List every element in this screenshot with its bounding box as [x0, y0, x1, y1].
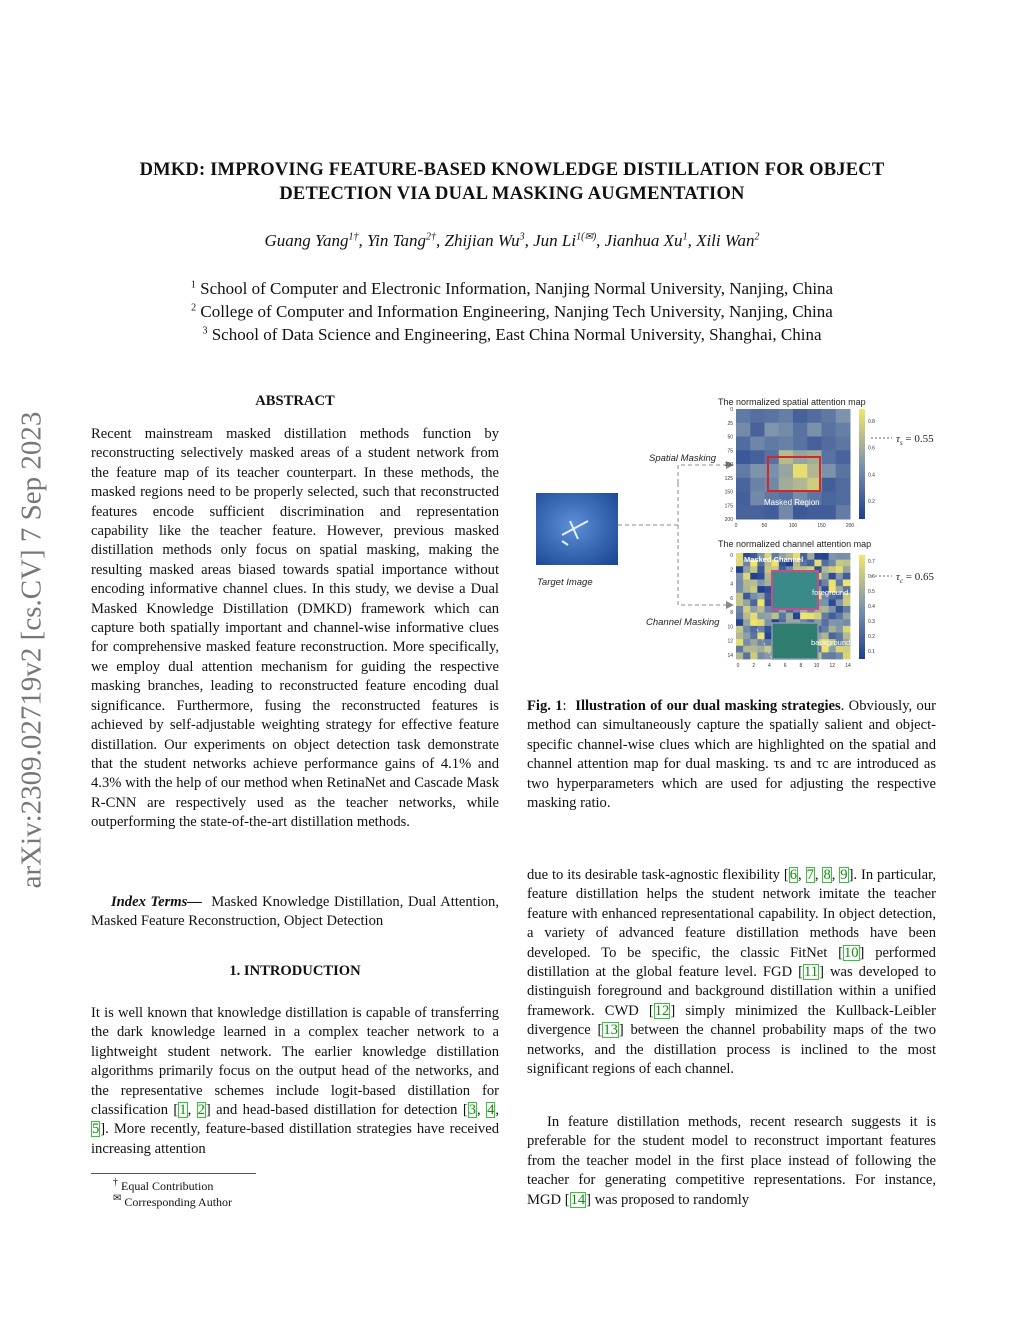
spatial-cell — [836, 409, 851, 423]
channel-cell — [736, 646, 744, 653]
right-paragraph-1: due to its desirable task-agnostic flexibility [6, 7, 8, 9]. In particular, feature distillation helps the student network imitate the teacher feature with enhanced representational capability. In object detection, a variety of advanced feature distillation methods have been developed. To be specific, the classic FitNet [10] performed distillation at the global feature level. FGD [11] was developed to distinguish foreground and background distillation within a unified framework. CWD [12] simply minimized the Kullback-Leibler divergence [13] between the channel probability maps of the two networks, and the distillation process is inclined to the most significant regions of each channel. — [527, 867, 937, 1078]
channel-cell — [743, 566, 751, 573]
tick-label: 0 — [736, 663, 740, 669]
spatial-cell — [793, 423, 808, 437]
spatial-cell — [750, 505, 765, 519]
channel-cell — [836, 566, 844, 573]
channel-cell — [750, 639, 758, 646]
tick-label: 12 — [727, 638, 733, 645]
channel-cell — [829, 566, 837, 573]
spatial-cell — [736, 478, 751, 492]
channel-cell — [843, 599, 851, 606]
spatial-cell — [765, 505, 780, 519]
channel-cell — [736, 613, 744, 620]
channel-cell — [822, 573, 830, 580]
channel-cell — [736, 586, 744, 593]
channel-cell — [829, 619, 837, 626]
spatial-cell — [765, 409, 780, 423]
spatial-cell — [793, 437, 808, 451]
spatial-map-title: The normalized spatial attention map — [718, 397, 866, 407]
channel-cell — [786, 613, 794, 620]
channel-cell — [750, 652, 758, 659]
author-6: Xili Wan$^2$ — [696, 231, 760, 250]
spatial-cell — [736, 464, 751, 478]
channel-cell — [757, 646, 765, 653]
channel-cell — [757, 613, 765, 620]
channel-cell — [836, 613, 844, 620]
citation-link[interactable]: 12 — [654, 1002, 670, 1019]
tick-label: 0.1 — [868, 649, 875, 655]
tick-label: 2 — [752, 663, 756, 669]
channel-cell — [736, 580, 744, 587]
channel-cell — [822, 560, 830, 567]
channel-cell — [757, 586, 765, 593]
citation-link[interactable]: 2 — [197, 1102, 205, 1119]
spatial-x-ticks — [735, 523, 855, 529]
spatial-cell — [736, 437, 751, 451]
channel-cell — [765, 606, 773, 613]
channel-cell — [757, 652, 765, 659]
citation-link[interactable]: 10 — [843, 944, 859, 961]
channel-cell — [750, 633, 758, 640]
spatial-cell — [836, 450, 851, 464]
spatial-cell — [836, 492, 851, 506]
channel-cell — [743, 619, 751, 626]
channel-cell — [843, 606, 851, 613]
spatial-cell — [750, 450, 765, 464]
channel-cell — [743, 599, 751, 606]
channel-cell — [829, 599, 837, 606]
spatial-cell — [765, 464, 780, 478]
channel-cell — [822, 553, 830, 560]
spatial-cell — [822, 478, 837, 492]
spatial-cell — [750, 478, 765, 492]
channel-cell — [757, 599, 765, 606]
author-2: Yin Tang$^{2\dagger}$ — [366, 231, 437, 250]
channel-cell — [822, 619, 830, 626]
tick-label: 0.2 — [868, 634, 875, 640]
channel-cell — [765, 639, 773, 646]
tick-label: 8 — [730, 610, 733, 617]
channel-cell — [814, 613, 822, 620]
spatial-cell — [779, 423, 794, 437]
channel-cell — [765, 613, 773, 620]
right-paragraph-2: In feature distillation methods, recent research suggests it is preferable for the student model to reconstruct important features from the teacher model in the first place instead of following the teacher for generating competitive representations. For instance, MGD [14] was proposed to randomly — [527, 1114, 936, 1208]
channel-cell — [750, 573, 758, 580]
tick-label: 0 — [734, 523, 738, 529]
spatial-cell — [736, 492, 751, 506]
channel-cell — [743, 633, 751, 640]
tick-label: 6 — [730, 595, 733, 602]
spatial-cell — [793, 464, 808, 478]
spatial-cell — [765, 437, 780, 451]
channel-cell — [843, 652, 851, 659]
citation-link[interactable]: 14 — [570, 1191, 586, 1208]
tick-label: 2 — [730, 567, 733, 574]
author-1: Guang Yang$^{1\dagger}$ — [264, 231, 359, 250]
masked-channel-label: Masked Channel — [744, 555, 804, 564]
author-3: Zhijian Wu$^3$ — [444, 231, 525, 250]
tick-label: 6 — [783, 663, 787, 669]
channel-cell — [736, 599, 744, 606]
channel-cell — [757, 633, 765, 640]
intro-paragraph-1: It is well known that knowledge distillation is capable of transferring the dark knowledge learned in a complex teacher network to a lightweight student network. The earlier knowledge distillation algorithms primarily focus on the output head of the networks, and the representative schemes include logit-based distillation for classification [1, 2] and head-based distillation for detection [3, 4, 5]. More recently, feature-based distillation strategies have received increasing attention — [91, 1005, 500, 1157]
spatial-cell — [836, 437, 851, 451]
channel-cell — [757, 593, 765, 600]
channel-cell — [765, 599, 773, 606]
target-image-label: Target Image — [537, 577, 593, 588]
channel-cell — [757, 573, 765, 580]
arxiv-stamp: arXiv:2309.02719v2 [cs.CV] 7 Sep 2023 — [15, 411, 48, 889]
channel-cell — [765, 580, 773, 587]
spatial-cell — [807, 409, 822, 423]
channel-cell — [765, 573, 773, 580]
target-image-sky — [536, 493, 618, 565]
spatial-cell — [807, 505, 822, 519]
citation-link[interactable]: 4 — [487, 1102, 495, 1119]
channel-cell — [757, 626, 765, 633]
spatial-masking-label: Spatial Masking — [649, 453, 717, 464]
channel-cell — [743, 580, 751, 587]
channel-cell — [822, 626, 830, 633]
channel-cell — [750, 619, 758, 626]
footnote-rule — [91, 1173, 256, 1174]
paper-title — [80, 158, 944, 206]
channel-cell — [736, 619, 744, 626]
tick-label: 175 — [724, 503, 733, 510]
abstract-text: Recent mainstream masked distillation methods function by reconstructing selectively masked areas of a student network from the feature map of its teacher counterpart. In these methods, the masked regions need to be properly selected, such that reconstructed features encode sufficient discrimination and representation capability like the teacher feature. However, previous masked distillation methods only focus on spatial masking, making the resulting masked areas biased towards spatial importance without encoding informative channel clues. In this study, we devise a Dual Masked Knowledge Distillation (DMKD) framework which can capture both spatially important and channel-wise informative clues for comprehensive masked feature reconstruction. More specifically, we employ dual attention mechanism for guiding the respective masking branches, leading to reconstructed feature encoding dual significance. Furthermore, fusing the reconstructed features is achieved by self-adjustable weighting strategy for effective feature distillation. Our experiments on object detection task demonstrate that the student networks achieve performance gains of 4.1% and 4.3% with the help of our method when RetinaNet and Cascade Mask R-CNN are respectively used as the teacher networks, while outperforming the state-of-the-art distillation methods. — [91, 426, 499, 831]
spatial-y-ticks — [725, 407, 734, 523]
tick-label: 50 — [727, 434, 733, 441]
arrow-head-channel — [726, 601, 734, 609]
channel-cell — [772, 613, 780, 620]
channel-cell — [736, 553, 744, 560]
channel-cell — [829, 580, 837, 587]
citation-link[interactable]: 13 — [603, 1022, 618, 1039]
channel-cell — [743, 593, 751, 600]
channel-cell — [757, 619, 765, 626]
tau-c-label: $\tau_c = 0.65$ — [896, 571, 935, 585]
tick-label: 12 — [829, 663, 836, 669]
citation-link[interactable]: 7 — [806, 867, 814, 883]
tick-label: 100 — [788, 523, 798, 529]
channel-x-ticks — [737, 663, 851, 669]
channel-cell — [743, 573, 751, 580]
tick-label: 0.6 — [868, 445, 875, 452]
channel-cell — [750, 593, 758, 600]
tick-label: 150 — [817, 523, 826, 529]
spatial-cell — [736, 423, 751, 437]
channel-cell — [736, 633, 744, 640]
spatial-cell — [750, 409, 765, 423]
spatial-cell — [822, 505, 837, 519]
spatial-cell — [736, 450, 751, 464]
channel-cell — [843, 553, 851, 560]
channel-cell — [822, 599, 830, 606]
tick-label: 200 — [845, 523, 855, 529]
tick-label: 200 — [724, 517, 733, 523]
citation-link[interactable]: 9 — [840, 867, 848, 883]
spatial-cell — [765, 423, 780, 437]
spatial-cell — [779, 505, 794, 519]
channel-cell — [836, 580, 844, 587]
channel-cell — [736, 639, 744, 646]
intro-heading: 1. INTRODUCTION — [229, 963, 361, 979]
spatial-cell — [750, 464, 765, 478]
channel-cell — [843, 573, 851, 580]
spatial-colorbar-ticks — [868, 419, 875, 505]
channel-cell — [829, 626, 837, 633]
spatial-cell — [822, 492, 837, 506]
tick-label: 0.4 — [868, 472, 875, 479]
channel-cell — [743, 613, 751, 620]
citation-link[interactable]: 6 — [789, 867, 798, 883]
title-line-2: DETECTION VIA DUAL MASKING AUGMENTATION — [279, 184, 745, 204]
spatial-cell — [736, 409, 751, 423]
tick-label: 150 — [724, 489, 733, 496]
channel-cell — [807, 560, 815, 567]
figure-1 — [526, 395, 956, 675]
spatial-cell — [822, 409, 837, 423]
tick-label: 0.5 — [868, 589, 875, 595]
spatial-cell — [779, 464, 794, 478]
tick-label: 14 — [727, 653, 733, 659]
channel-cell — [800, 613, 808, 620]
channel-cell — [750, 580, 758, 587]
channel-cell — [836, 573, 844, 580]
channel-cell — [829, 613, 837, 620]
spatial-cell — [836, 464, 851, 478]
channel-cell — [843, 626, 851, 633]
channel-cell — [765, 593, 773, 600]
spatial-cell — [822, 464, 837, 478]
tick-label: 100 — [724, 462, 733, 468]
title-line-1: DMKD: IMPROVING FEATURE-BASED KNOWLEDGE DISTILLATION FOR OBJECT — [139, 160, 885, 180]
tick-label: 0.2 — [868, 499, 875, 505]
spatial-cell — [807, 423, 822, 437]
tick-label: 0.6 — [868, 574, 875, 580]
channel-cell — [765, 566, 773, 573]
channel-cell — [843, 613, 851, 620]
spatial-cell — [836, 478, 851, 492]
channel-cell — [822, 580, 830, 587]
channel-cell — [779, 613, 787, 620]
channel-colorbar-ticks — [868, 559, 875, 655]
foreground-label: foreground — [812, 588, 849, 597]
channel-cell — [765, 619, 773, 626]
channel-cell — [829, 606, 837, 613]
channel-cell — [822, 566, 830, 573]
channel-colorbar — [859, 555, 865, 659]
background-label: background — [811, 638, 851, 647]
affiliation-1: $^1$ School of Computer and Electronic Information, Nanjing Normal University, Nanjing, China — [190, 279, 834, 298]
figure-1-graphic — [526, 395, 956, 675]
channel-cell — [736, 573, 744, 580]
channel-cell — [743, 639, 751, 646]
channel-cell — [736, 593, 744, 600]
channel-cell — [807, 553, 815, 560]
citation-link[interactable]: 1 — [179, 1102, 187, 1119]
channel-cell — [765, 633, 773, 640]
spatial-cell — [750, 437, 765, 451]
channel-cell — [814, 560, 822, 567]
spatial-cell — [836, 505, 851, 519]
spatial-cell — [779, 409, 794, 423]
channel-cell — [836, 553, 844, 560]
channel-cell — [822, 652, 830, 659]
channel-cell — [843, 580, 851, 587]
tick-label: 125 — [724, 475, 733, 482]
author-5: Jianhua Xu$^1$ — [604, 231, 688, 250]
channel-cell — [814, 553, 822, 560]
channel-cell — [836, 606, 844, 613]
channel-cell — [829, 652, 837, 659]
channel-cell — [750, 646, 758, 653]
channel-cell — [743, 606, 751, 613]
channel-cell — [836, 560, 844, 567]
channel-cell — [836, 652, 844, 659]
abstract-heading: ABSTRACT — [255, 393, 335, 409]
channel-cell — [765, 586, 773, 593]
tick-label: 10 — [813, 663, 820, 669]
spatial-cell — [822, 423, 837, 437]
tick-label: 10 — [727, 624, 733, 631]
channel-cell — [822, 613, 830, 620]
tick-label: 0.7 — [868, 559, 875, 565]
citation-link[interactable]: 5 — [92, 1121, 100, 1138]
spatial-cell — [779, 478, 794, 492]
citation-link[interactable]: 3 — [468, 1102, 476, 1119]
spatial-colorbar — [859, 409, 865, 519]
tick-label: 25 — [727, 420, 733, 427]
channel-cell — [750, 586, 758, 593]
spatial-cell — [836, 423, 851, 437]
masking-arrows — [618, 465, 726, 605]
footnote-1: † Equal Contribution — [113, 1177, 214, 1193]
channel-cell — [750, 613, 758, 620]
channel-map-title: The normalized channel attention map — [718, 539, 872, 549]
channel-cell — [765, 626, 773, 633]
spatial-cell — [750, 423, 765, 437]
tick-label: 0 — [730, 407, 733, 413]
tau-s-label: $\tau_s = 0.55$ — [896, 433, 934, 447]
spatial-cell — [736, 505, 751, 519]
channel-cell — [836, 619, 844, 626]
footnote-2: ✉ Corresponding Author — [113, 1193, 233, 1209]
tick-label: 0.4 — [868, 604, 875, 610]
citation-link[interactable]: 11 — [804, 964, 819, 981]
channel-cell — [750, 599, 758, 606]
channel-cell — [822, 606, 830, 613]
spatial-cell — [793, 409, 808, 423]
channel-cell — [829, 573, 837, 580]
index-terms: Index Terms— Masked Knowledge Distillation, Dual Attention, Masked Feature Reconstruction, Object Detection — [91, 894, 500, 930]
author-list: Guang Yang$^{1\dagger}$, Yin Tang$^{2\dagger}$, Zhijian Wu$^3$, Jun $Li^{1(✉)}$, Jianhua Xu$^1$, Xili Wan$^2$ — [264, 231, 760, 250]
channel-cell — [743, 652, 751, 659]
channel-cell — [736, 626, 744, 633]
spatial-cell — [779, 437, 794, 451]
spatial-cell — [822, 450, 837, 464]
spatial-cell — [765, 478, 780, 492]
channel-cell — [743, 586, 751, 593]
channel-cell — [736, 652, 744, 659]
channel-cell — [736, 606, 744, 613]
tick-label: 4 — [730, 581, 733, 588]
channel-cell — [757, 580, 765, 587]
channel-cell — [829, 553, 837, 560]
channel-cell — [743, 646, 751, 653]
channel-cell — [829, 560, 837, 567]
tick-label: 75 — [727, 448, 733, 455]
channel-cell — [843, 566, 851, 573]
spatial-cell — [807, 437, 822, 451]
citation-link[interactable]: 8 — [823, 867, 831, 883]
channel-cell — [743, 626, 751, 633]
channel-cell — [757, 566, 765, 573]
tick-label: 0.3 — [868, 619, 875, 625]
channel-cell — [757, 606, 765, 613]
channel-cell — [843, 560, 851, 567]
tick-label: 50 — [761, 523, 768, 529]
channel-cell — [836, 626, 844, 633]
figure-1-caption: Fig. 1: Illustration of our dual masking strategies. Obviously, our method can simultaneously capture the spatially salient and object-specific channel-wise clues which are highlighted on the spatial and channel attention map for dual masking. τs and τc are introduced as two hyperparameters which are used for adjusting the respective masking ratio. — [527, 698, 936, 812]
tick-label: 4 — [768, 663, 771, 669]
tick-label: 14 — [845, 663, 851, 669]
channel-cell — [836, 599, 844, 606]
channel-cell — [793, 613, 801, 620]
channel-cell — [843, 619, 851, 626]
affiliation-2: $^2$ College of Computer and Information Engineering, Nanjing Tech University, Nanjing, China — [191, 302, 833, 321]
tick-label: 0.8 — [868, 419, 875, 425]
spatial-cell — [750, 492, 765, 506]
spatial-cell — [793, 478, 808, 492]
masked-region-label: Masked Region — [764, 498, 820, 507]
channel-cell — [736, 566, 744, 573]
author-4: Jun $Li^{1(✉)}$ — [533, 231, 597, 250]
tick-label: 0 — [730, 553, 733, 559]
spatial-cell — [822, 437, 837, 451]
channel-cell — [750, 606, 758, 613]
channel-cell — [750, 566, 758, 573]
tick-label: 8 — [799, 663, 803, 669]
channel-cell — [807, 613, 815, 620]
spatial-cell — [793, 505, 808, 519]
affiliation-3: $^3$ School of Data Science and Engineering, East China Normal University, Shanghai, China — [202, 325, 822, 344]
channel-masking-label: Channel Masking — [646, 617, 720, 628]
channel-cell — [736, 560, 744, 567]
